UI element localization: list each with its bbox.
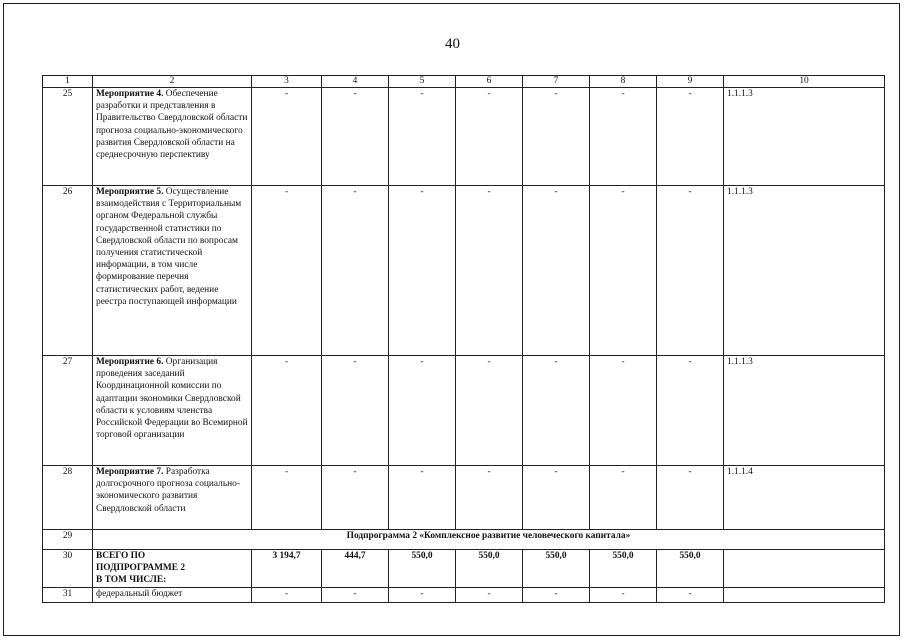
column-header: 1 [43, 76, 93, 88]
table-row [43, 466, 885, 530]
row-number: 25 [43, 88, 93, 186]
table-row [43, 88, 885, 186]
target-code: 1.1.1.4 [724, 466, 885, 530]
table-row [43, 186, 885, 356]
value-cell: 550,0 [389, 550, 456, 588]
column-header: 7 [523, 76, 590, 88]
value-cell: - [252, 466, 322, 530]
activity-description [93, 88, 252, 186]
target-code: 1.1.1.3 [724, 88, 885, 186]
activity-title: Мероприятие 5. [96, 187, 164, 197]
value-cell: - [322, 466, 389, 530]
total-label [93, 550, 252, 588]
activity-description [93, 186, 252, 356]
budget-table [42, 75, 885, 603]
column-header: 3 [252, 76, 322, 88]
value-cell: - [657, 356, 724, 466]
budget-source: федеральный бюджет [93, 588, 252, 603]
value-cell: - [590, 588, 657, 603]
value-cell: - [657, 186, 724, 356]
value-cell: - [523, 588, 590, 603]
value-cell: - [322, 88, 389, 186]
value-cell: 550,0 [657, 550, 724, 588]
value-cell: - [657, 588, 724, 603]
table-row [43, 356, 885, 466]
value-cell: - [657, 88, 724, 186]
column-number-row [43, 76, 885, 88]
value-cell: - [657, 466, 724, 530]
value-cell: - [322, 588, 389, 603]
value-cell: - [252, 186, 322, 356]
table-row [43, 588, 885, 603]
value-cell: - [590, 466, 657, 530]
activity-text: Обеспечение разработки и представления в Правительство Свердловской области прогноза социально-экономического развития Свердловской области на среднесрочную перспективу [96, 89, 248, 161]
row-number: 29 [43, 530, 93, 550]
value-cell: - [523, 356, 590, 466]
value-cell: - [252, 588, 322, 603]
row-number: 30 [43, 550, 93, 588]
activity-text: Осуществление взаимодействия с Территориальным органом Федеральной службы государственной статистики по Свердловской области по вопросам получения статистической информации, в том числе формирование перечня статистических работ, ведение реестра поступающей информации [96, 187, 242, 307]
value-cell: - [456, 88, 523, 186]
target-code [724, 588, 885, 603]
page-number: 40 [445, 36, 460, 52]
row-number: 27 [43, 356, 93, 466]
value-cell: - [456, 588, 523, 603]
value-cell: - [322, 186, 389, 356]
activity-description [93, 466, 252, 530]
value-cell: 550,0 [456, 550, 523, 588]
value-cell: 550,0 [523, 550, 590, 588]
value-cell: - [456, 356, 523, 466]
column-header: 6 [456, 76, 523, 88]
column-header: 9 [657, 76, 724, 88]
value-cell: - [389, 356, 456, 466]
value-cell: - [252, 88, 322, 186]
value-cell: - [389, 186, 456, 356]
total-row [43, 550, 885, 588]
value-cell: - [389, 588, 456, 603]
activity-description [93, 356, 252, 466]
value-cell: - [456, 186, 523, 356]
activity-title: Мероприятие 6. [96, 357, 164, 367]
value-cell: 550,0 [590, 550, 657, 588]
subprogram-row [43, 530, 885, 550]
column-header: 8 [590, 76, 657, 88]
value-cell: - [252, 356, 322, 466]
total-label-line: ВСЕГО ПО [96, 551, 146, 561]
value-cell: - [523, 88, 590, 186]
target-code: 1.1.1.3 [724, 356, 885, 466]
row-number: 26 [43, 186, 93, 356]
value-cell: - [523, 466, 590, 530]
activity-text: Разработка долгосрочного прогноза социально-экономического развития Свердловской области [96, 467, 240, 514]
value-cell: 3 194,7 [252, 550, 322, 588]
row-number: 31 [43, 588, 93, 603]
activity-text: Организация проведения заседаний Координационной комиссии по адаптации экономики Свердловской области к условиям членства Российской Федерации во Всемирной торговой организации [96, 357, 248, 441]
value-cell: - [456, 466, 523, 530]
activity-title: Мероприятие 4. [96, 89, 164, 99]
value-cell: - [322, 356, 389, 466]
total-label-line: В ТОМ ЧИСЛЕ: [96, 575, 167, 586]
subprogram-title: Подпрограмма 2 «Комплексное развитие человеческого капитала» [93, 530, 885, 550]
column-header: 10 [724, 76, 885, 88]
value-cell: - [389, 466, 456, 530]
value-cell: - [590, 88, 657, 186]
activity-title: Мероприятие 7. [96, 467, 164, 477]
row-number: 28 [43, 466, 93, 530]
value-cell: - [389, 88, 456, 186]
value-cell: - [590, 356, 657, 466]
column-header: 2 [93, 76, 252, 88]
target-code: 1.1.1.3 [724, 186, 885, 356]
value-cell: - [523, 186, 590, 356]
column-header: 5 [389, 76, 456, 88]
value-cell: 444,7 [322, 550, 389, 588]
value-cell: - [590, 186, 657, 356]
column-header: 4 [322, 76, 389, 88]
total-label-line: ПОДПРОГРАММЕ 2 [96, 563, 186, 574]
target-code [724, 550, 885, 588]
